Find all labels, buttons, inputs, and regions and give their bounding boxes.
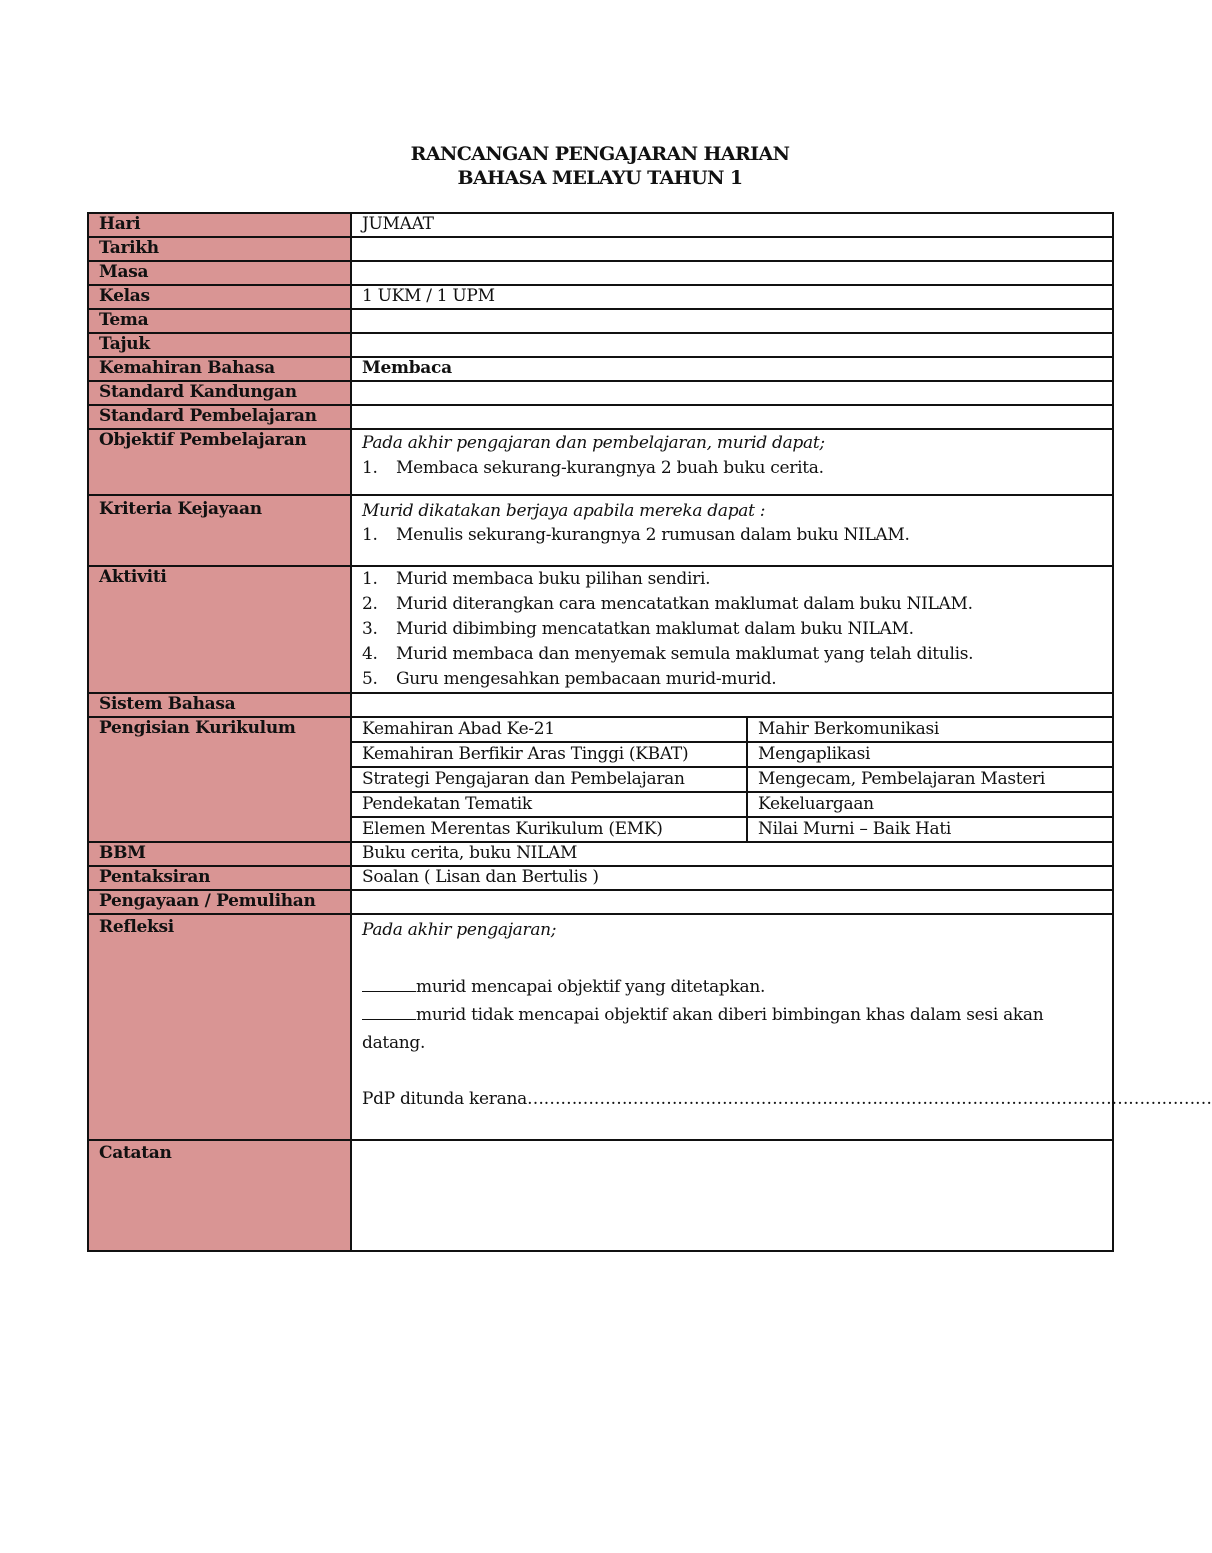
label-hari: Hari <box>88 213 351 237</box>
row-kriteria <box>88 495 1113 566</box>
label-sistem-bahasa: Sistem Bahasa <box>88 693 351 717</box>
label-tajuk: Tajuk <box>88 333 351 357</box>
pengisian-table <box>352 718 1112 841</box>
row-tajuk <box>88 333 1113 357</box>
table-row <box>352 742 1112 767</box>
list-item: 1. Murid membaca buku pilihan sendiri. <box>362 569 711 589</box>
label-kriteria: Kriteria Kejayaan <box>88 495 351 566</box>
pengisian-key: Strategi Pengajaran dan Pembelajaran <box>352 767 747 792</box>
value-standard-kandungan <box>351 381 1113 405</box>
label-kemahiran-bahasa: Kemahiran Bahasa <box>88 357 351 381</box>
label-aktiviti: Aktiviti <box>88 566 351 693</box>
value-refleksi <box>351 914 1212 1140</box>
pengisian-key: Pendekatan Tematik <box>352 792 747 817</box>
row-pengayaan-pemulihan <box>88 890 1113 914</box>
label-catatan: Catatan <box>88 1140 351 1251</box>
row-bbm <box>88 842 1113 866</box>
row-hari <box>88 213 1113 237</box>
list-item: 1. Menulis sekurang-kurangnya 2 rumusan dalam buku NILAM. <box>362 525 910 545</box>
value-sistem-bahasa <box>351 693 1113 717</box>
row-objektif <box>88 429 1113 495</box>
value-kelas: 1 UKM / 1 UPM <box>351 285 1113 309</box>
list-item: 1. Membaca sekurang-kurangnya 2 buah buku cerita. <box>362 458 824 478</box>
table-row <box>352 718 1112 742</box>
objektif-intro: Pada akhir pengajaran dan pembelajaran, murid dapat; <box>362 433 825 453</box>
value-objektif <box>351 429 1113 495</box>
row-masa <box>88 261 1113 285</box>
label-pengayaan-pemulihan: Pengayaan / Pemulihan <box>88 890 351 914</box>
row-pentaksiran <box>88 866 1113 890</box>
table-row <box>352 792 1112 817</box>
row-kemahiran-bahasa <box>88 357 1113 381</box>
value-catatan <box>351 1140 1113 1251</box>
value-tema <box>351 309 1113 333</box>
document-header <box>0 142 1200 190</box>
value-pengisian-kurikulum <box>351 717 1113 842</box>
pengisian-key: Kemahiran Abad Ke-21 <box>352 718 747 742</box>
pengisian-key: Elemen Merentas Kurikulum (EMK) <box>352 817 747 841</box>
label-standard-pembelajaran: Standard Pembelajaran <box>88 405 351 429</box>
list-item: 3. Murid dibimbing mencatatkan maklumat dalam buku NILAM. <box>362 619 914 639</box>
label-tarikh: Tarikh <box>88 237 351 261</box>
table-row <box>352 817 1112 841</box>
list-item: 4. Murid membaca dan menyemak semula maklumat yang telah ditulis. <box>362 644 974 664</box>
row-standard-pembelajaran <box>88 405 1113 429</box>
document-subtitle: BAHASA MELAYU TAHUN 1 <box>457 167 743 189</box>
value-bbm: Buku cerita, buku NILAM <box>351 842 1113 866</box>
refleksi-line-achieved: murid mencapai objektif yang ditetapkan. <box>362 973 1104 1001</box>
blank-line <box>362 975 416 992</box>
kriteria-intro: Murid dikatakan berjaya apabila mereka dapat : <box>362 501 766 521</box>
list-item: 2. Murid diterangkan cara mencatatkan maklumat dalam buku NILAM. <box>362 594 973 614</box>
row-sistem-bahasa <box>88 693 1113 717</box>
label-kelas: Kelas <box>88 285 351 309</box>
blank-line <box>362 1003 416 1020</box>
label-pentaksiran: Pentaksiran <box>88 866 351 890</box>
row-kelas <box>88 285 1113 309</box>
value-pengayaan-pemulihan <box>351 890 1113 914</box>
label-pengisian-kurikulum: Pengisian Kurikulum <box>88 717 351 842</box>
row-tema <box>88 309 1113 333</box>
label-refleksi: Refleksi <box>88 914 351 1140</box>
value-pentaksiran: Soalan ( Lisan dan Bertulis ) <box>351 866 1113 890</box>
row-pengisian-kurikulum <box>88 717 1113 842</box>
label-tema: Tema <box>88 309 351 333</box>
row-refleksi <box>88 914 1113 1140</box>
value-kriteria <box>351 495 1113 566</box>
pengisian-value: Mahir Berkomunikasi <box>747 718 1112 742</box>
refleksi-line-pdp: PdP ditunda kerana…………………………………………………………………………………………………………… <box>362 1089 1212 1109</box>
pengisian-value: Nilai Murni – Baik Hati <box>758 819 951 839</box>
pengisian-value: Kekeluargaan <box>747 792 1112 817</box>
value-standard-pembelajaran <box>351 405 1113 429</box>
pengisian-value: Mengecam, Pembelajaran Masteri <box>747 767 1112 792</box>
row-tarikh <box>88 237 1113 261</box>
value-masa <box>351 261 1113 285</box>
kriteria-list <box>362 523 1104 548</box>
value-tajuk <box>351 333 1113 357</box>
aktiviti-list <box>362 567 1104 692</box>
table-row <box>352 767 1112 792</box>
refleksi-intro: Pada akhir pengajaran; <box>362 920 557 940</box>
value-hari: JUMAAT <box>351 213 1113 237</box>
label-masa: Masa <box>88 261 351 285</box>
objektif-list <box>362 456 1104 481</box>
value-aktiviti <box>351 566 1113 693</box>
row-catatan <box>88 1140 1113 1251</box>
value-tarikh <box>351 237 1113 261</box>
refleksi-line-not-achieved: murid tidak mencapai objektif akan diberi bimbingan khas dalam sesi akan datang. <box>362 1005 1044 1053</box>
pengisian-value: Mengaplikasi <box>747 742 1112 767</box>
label-standard-kandungan: Standard Kandungan <box>88 381 351 405</box>
row-aktiviti <box>88 566 1113 693</box>
document-title: RANCANGAN PENGAJARAN HARIAN <box>410 143 790 165</box>
label-bbm: BBM <box>88 842 351 866</box>
list-item: 5. Guru mengesahkan pembacaan murid-murid. <box>362 669 777 689</box>
lesson-plan-table <box>87 212 1212 1252</box>
label-objektif: Objektif Pembelajaran <box>88 429 351 495</box>
value-kemahiran-bahasa: Membaca <box>351 357 1113 381</box>
row-standard-kandungan <box>88 381 1113 405</box>
pengisian-key: Kemahiran Berfikir Aras Tinggi (KBAT) <box>352 742 747 767</box>
